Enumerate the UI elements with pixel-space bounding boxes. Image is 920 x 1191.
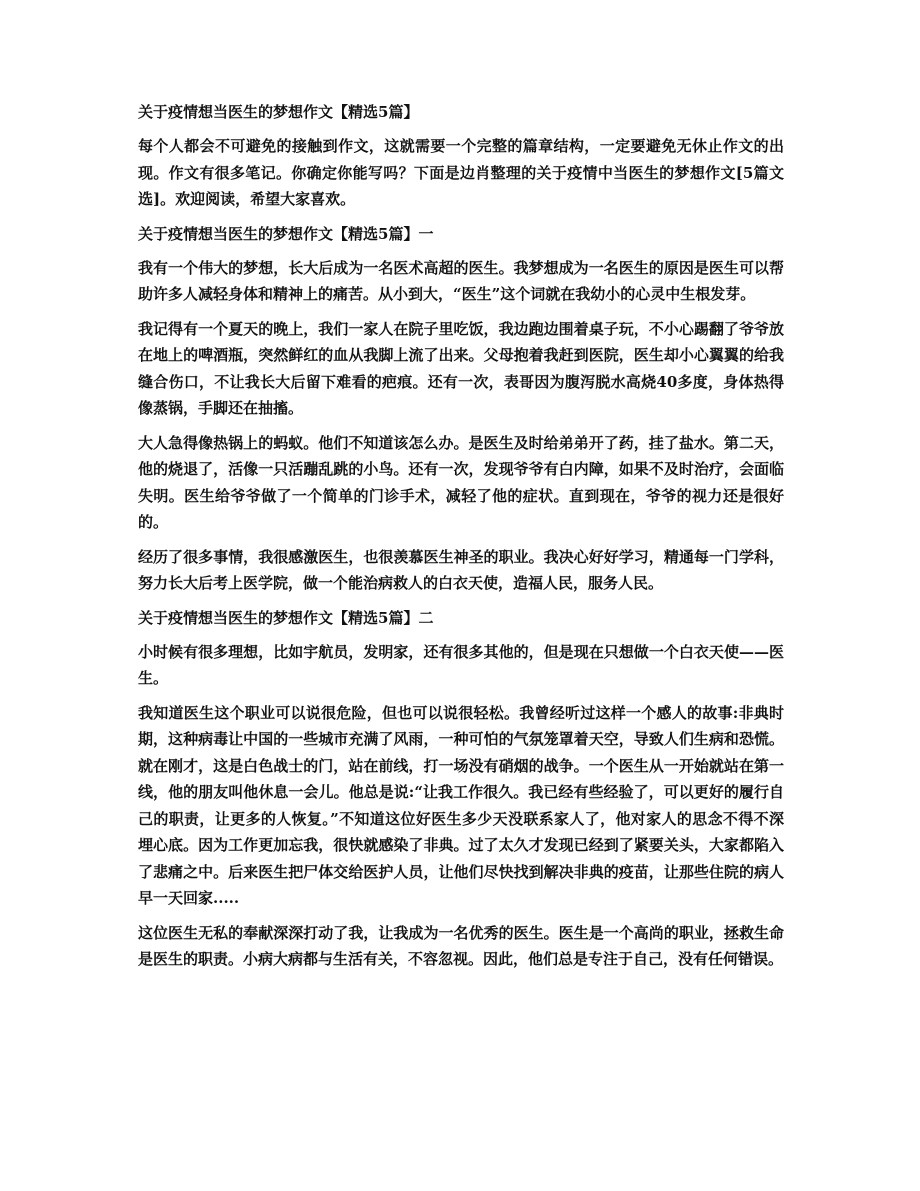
section-1-paragraph-2: 我记得有一个夏天的晚上，我们一家人在院子里吃饭，我边跑边围着桌子玩，不小心踢翻了爷爷放在地上的啤酒瓶，突然鲜红的血从我脚上流了出来。父母抱着我赶到医院，医生却小心翼翼的给我缝合伤口，不让我长大后留下难看的疤痕。还有一次，表哥因为腹泻脱水高烧40多度，身体热得像蒸锅，手脚还在抽搐。 (138, 319, 784, 417)
intro-paragraph: 每个人都会不可避免的接触到作文，这就需要一个完整的篇章结构，一定要避免无休止作文的出现。作文有很多笔记。你确定你能写吗？下面是边肖整理的关于疫情中当医生的梦想作文[5篇文选]。欢迎阅读，希望大家喜欢。 (138, 137, 784, 208)
document-title: 关于疫情想当医生的梦想作文【精选5篇】 (138, 103, 419, 121)
section-2-heading: 关于疫情想当医生的梦想作文【精选5篇】二 (138, 608, 434, 627)
section-1-paragraph-1: 我有一个伟大的梦想，长大后成为一名医术高超的医生。我梦想成为一名医生的原因是医生可以帮助许多人减轻身体和精神上的痛苦。从小到大，“医生”这个词就在我幼小的心灵中生根发芽。 (138, 258, 784, 303)
section-2-paragraph-3: 这位医生无私的奉献深深打动了我，让我成为一名优秀的医生。医生是一个高尚的职业，拯救生命是医生的职责。小病大病都与生活有关，不容忽视。因此，他们总是专注于自己，没有任何错误。 (138, 923, 784, 968)
document-page (138, 99, 784, 981)
section-1-heading: 关于疫情想当医生的梦想作文【精选5篇】一 (138, 224, 434, 243)
section-2-paragraph-2: 我知道医生这个职业可以说很危险，但也可以说很轻松。我曾经听过这样一个感人的故事:非典时期，这种病毒让中国的一些城市充满了风雨，一种可怕的气氛笼罩着天空，导致人们生病和恐慌。就在刚才，这是白色战士的门，站在前线，打一场没有硝烟的战争。一个医生从一开始就站在第一线，他的朋友叫他休息一会儿。他总是说:“让我工作很久。我已经有些经验了，可以更好的履行自己的职责，让更多的人恢复。”不知道这位好医生多少天没联系家人了，他对家人的思念不得不深埋心底。因为工作更加忘我，很快就感染了非典。过了太久才发现已经到了紧要关头，大家都陷入了悲痛之中。后来医生把尸体交给医护人员，让他们尽快找到解决非典的疫苗，让那些住院的病人早一天回家..... (138, 703, 784, 907)
section-2-paragraph-1: 小时候有很多理想，比如宇航员，发明家，还有很多其他的，但是现在只想做一个白衣天使——医生。 (138, 642, 784, 687)
section-1-paragraph-4: 经历了很多事情，我很感激医生，也很羡慕医生神圣的职业。我决心好好学习，精通每一门学科，努力长大后考上医学院，做一个能治病救人的白衣天使，造福人民，服务人民。 (138, 547, 784, 592)
section-1-paragraph-3: 大人急得像热锅上的蚂蚁。他们不知道该怎么办。是医生及时给弟弟开了药，挂了盐水。第二天，他的烧退了，活像一只活蹦乱跳的小鸟。还有一次，发现爷爷有白内障，如果不及时治疗，会面临失明。医生给爷爷做了一个简单的门诊手术，减轻了他的症状。直到现在，爷爷的视力还是很好的。 (138, 433, 784, 531)
